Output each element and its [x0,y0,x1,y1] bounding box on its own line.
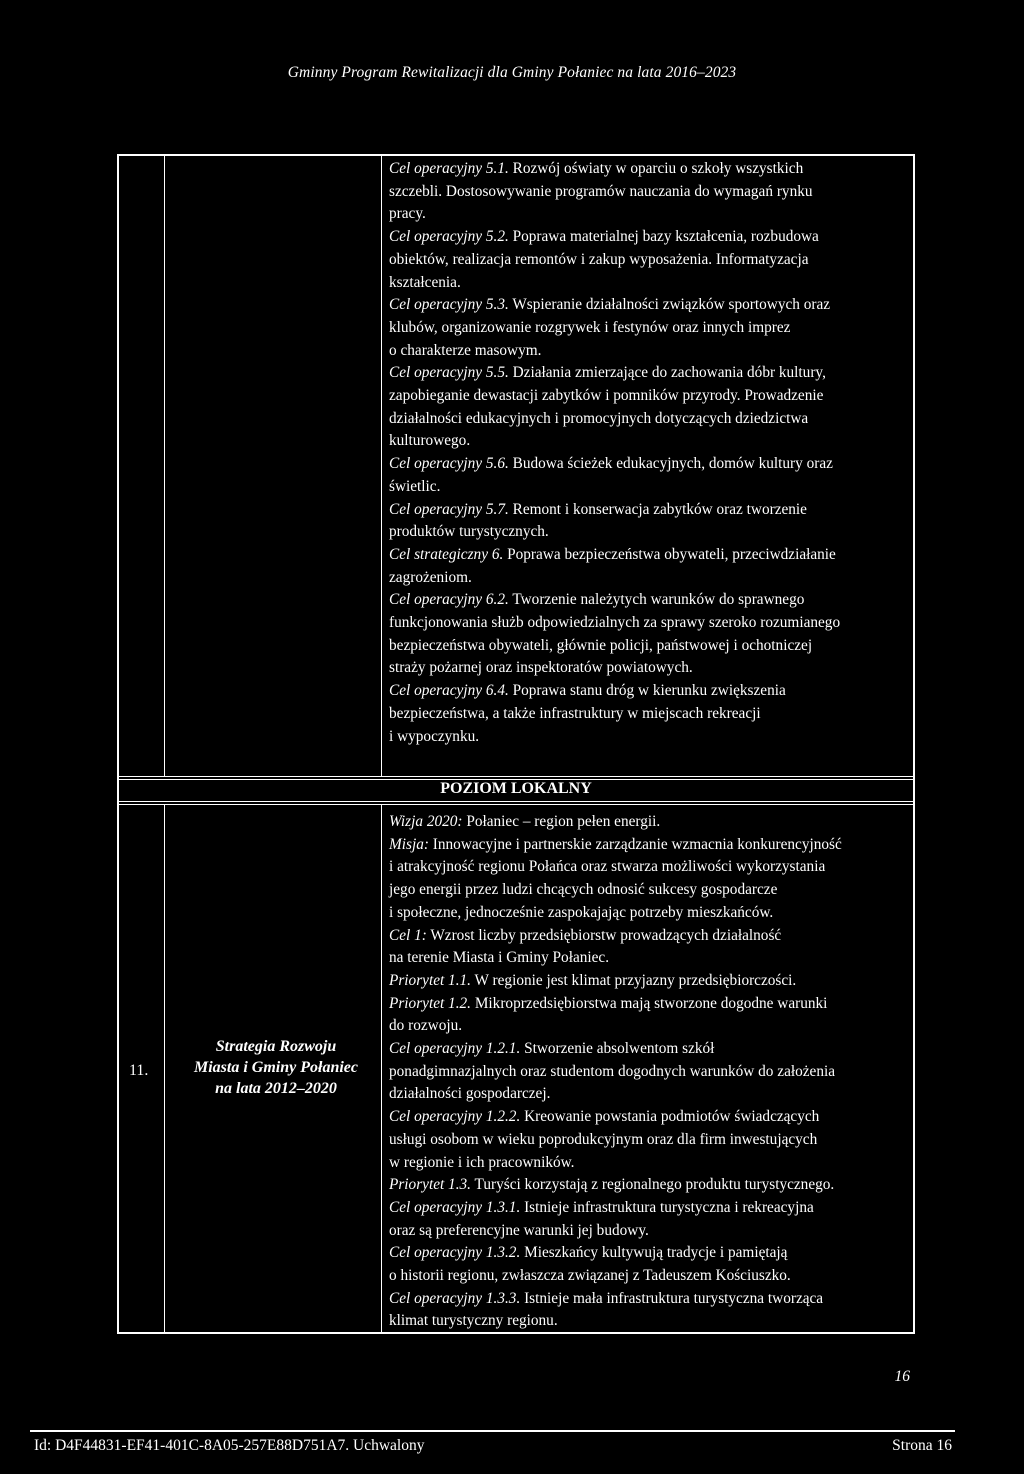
goal-text-line: działalności edukacyjnych i promocyjnych dotyczących dziedzictwa [389,409,809,427]
document-name-line: na lata 2012–2020 [215,1080,337,1097]
document-table [117,154,915,1334]
goal-entry [389,680,909,703]
page-header: Gminny Program Rewitalizacji dla Gminy Połaniec na lata 2016–2023 [287,64,737,81]
goal-text: Tworzenie należytych warunków do sprawnego [508,591,805,609]
goal-entry [389,1106,909,1129]
goal-text-line: produktów turystycznych. [389,523,549,541]
goal-label: Cel operacyjny 5.6. [389,455,509,473]
band-bottom-rule [119,801,913,802]
goal-entry [389,544,909,567]
goal-label: Cel operacyjny 1.2.2. [389,1108,521,1126]
goal-label: Cel strategiczny 6. [389,545,504,563]
goal-label: Cel operacyjny 1.2.1. [389,1040,521,1058]
goal-text-line: w regionie i ich pracowników. [389,1153,575,1171]
goal-text-line: działalności gospodarczej. [389,1085,551,1103]
goal-text-line: straży pożarnej oraz inspektoratów powiatowych. [389,659,693,677]
goal-entry [389,1174,909,1197]
goal-text-line: na terenie Miasta i Gminy Połaniec. [389,949,610,967]
goal-text: Wspieranie działalności związków sportowych oraz [508,296,831,314]
goal-entry [389,453,909,476]
goal-label: Cel operacyjny 1.3.1. [389,1198,521,1216]
column-divider-1 [164,156,165,776]
goal-text: Rozwój oświaty w oparciu o szkoły wszystkich [508,160,804,177]
goal-text: Poprawa materialnej bazy kształcenia, rozbudowa [508,228,819,246]
band-top-rule [119,776,913,777]
goal-text: Budowa ścieżek edukacyjnych, domów kultury oraz [508,455,833,473]
goal-entry [389,294,909,317]
goal-text: Poprawa stanu dróg w kierunku zwiększenia [508,682,786,700]
goal-text: Stworzenie absolwentom szkół [520,1040,715,1058]
document-name [171,1036,381,1099]
goal-text: Mieszkańcy kultywują tradycje i pamiętają [520,1244,788,1262]
row-number: 11. [129,1062,149,1079]
goal-text-line: ponadgimnazjalnych oraz studentom dogodnych warunków do założenia [389,1062,836,1080]
goal-entry [389,1288,909,1311]
goal-label: Cel operacyjny 1.3.2. [389,1244,521,1262]
goal-text-line: bezpieczeństwa, a także infrastruktury w miejscach rekreacji [389,704,761,722]
goal-text: Działania zmierzające do zachowania dóbr kultury, [508,364,826,382]
goal-label: Wizja 2020: [389,813,463,830]
goal-label: Cel operacyjny 5.1. [389,160,509,177]
goal-text-line: kształcenia. [389,273,461,291]
footer-page-label: Strona 16 [892,1437,952,1454]
goal-text-line: klubów, organizowanie rozgrywek i festynów oraz innych imprez [389,318,791,336]
goal-entry [389,226,909,249]
goal-label: Misja: [389,835,429,853]
goal-label: Cel operacyjny 5.5. [389,364,509,382]
lower-goals-cell [389,811,909,1333]
goal-label: Cel operacyjny 1.3.3. [389,1289,521,1307]
band-bottom-rule-2 [119,804,913,805]
goal-label: Cel operacyjny 5.3. [389,296,509,314]
goal-text-line: świetlic. [389,477,441,495]
goal-text-line: obiektów, realizacja remontów i zakup wyposażenia. Informatyzacja [389,250,809,268]
goal-text: Istnieje mała infrastruktura turystyczna tworząca [520,1289,824,1307]
goal-label: Cel operacyjny 6.4. [389,682,509,700]
goal-text: Turyści korzystają z regionalnego produktu turystycznego. [471,1176,835,1194]
goal-text: Istnieje infrastruktura turystyczna i rekreacyjna [520,1198,814,1216]
goal-text-line: o historii regionu, zwłaszcza związanej z Tadeuszem Kościuszko. [389,1267,791,1285]
goal-text: Wzrost liczby przedsiębiorstw prowadzących działalność [426,926,782,944]
goal-text-line: kulturowego. [389,432,471,450]
column-divider-1-lower [164,804,165,1334]
column-divider-2-lower [381,804,382,1334]
goal-text-line: oraz są preferencyjne warunki jej budowy. [389,1221,649,1239]
goal-entry [389,1197,909,1220]
goal-entry [389,1242,909,1265]
goal-text-line: usługi osobom w wieku poprodukcyjnym oraz dla firm inwestujących [389,1130,818,1148]
goal-text: Połaniec – region pełen energii. [462,813,661,830]
goal-text-line: do rozwoju. [389,1017,463,1035]
column-divider-2 [381,156,382,776]
goal-text: Mikroprzedsiębiorstwa mają stworzone dogodne warunki [471,994,828,1012]
goal-label: Cel 1: [389,926,427,944]
goal-entry [389,362,909,385]
goal-text: Poprawa bezpieczeństwa obywateli, przeciwdziałanie [503,545,836,563]
goal-text-line: klimat turystyczny regionu. [389,1312,558,1330]
document-name-line: Miasta i Gminy Połaniec [194,1059,358,1076]
goal-entry [389,993,909,1016]
goal-text-line: zagrożeniom. [389,568,472,586]
goal-text-line: o charakterze masowym. [389,341,542,359]
goal-text-line: funkcjonowania służb odpowiedzialnych za sprawy szeroko rozumianego [389,614,841,632]
goal-entry [389,811,909,834]
goal-label: Priorytet 1.3. [389,1176,471,1194]
page-number: 16 [894,1368,910,1385]
goal-label: Priorytet 1.2. [389,994,471,1012]
goal-entry [389,970,909,993]
upper-goals-cell [389,158,909,748]
band-title: POZIOM LOKALNY [440,780,592,797]
goal-text-line: pracy. [389,205,426,223]
goal-text: W regionie jest klimat przyjazny przedsiębiorczości. [471,971,797,989]
goal-entry [389,1038,909,1061]
goal-text-line: i społeczne, jednocześnie zaspokajając potrzeby mieszkańców. [389,903,774,921]
goal-label: Cel operacyjny 5.2. [389,228,509,246]
goal-text-line: bezpieczeństwa obywateli, głównie policji, państwowej i ochotniczej [389,636,813,654]
document-name-line: Strategia Rozwoju [215,1038,337,1055]
footer-rule [30,1430,955,1432]
goal-text-line: jego energii przez ludzi chcących odnosić sukcesy gospodarcze [389,881,778,899]
goal-label: Cel operacyjny 5.7. [389,500,509,518]
footer-document-id: Id: D4F44831-EF41-401C-8A05-257E88D751A7. Uchwalony [34,1437,425,1454]
goal-text-line: i atrakcyjność regionu Połańca oraz stwarza możliwości wykorzystania [389,858,826,876]
goal-entry [389,499,909,522]
goal-text: Remont i konserwacja zabytków oraz tworzenie [508,500,807,518]
goal-label: Cel operacyjny 6.2. [389,591,509,609]
goal-entry [389,834,909,857]
goal-label: Priorytet 1.1. [389,971,471,989]
goal-text-line: i wypoczynku. [389,727,480,745]
goal-entry [389,158,909,181]
goal-text-line: szczebli. Dostosowywanie programów nauczania do wymagań rynku [389,182,813,200]
goal-text: Innowacyjne i partnerskie zarządzanie wzmacnia konkurencyjność [428,835,842,853]
goal-entry [389,589,909,612]
goal-text: Kreowanie powstania podmiotów świadczących [520,1108,820,1126]
goal-text-line: zapobieganie dewastacji zabytków i pomników przyrody. Prowadzenie [389,387,824,405]
goal-entry [389,925,909,948]
